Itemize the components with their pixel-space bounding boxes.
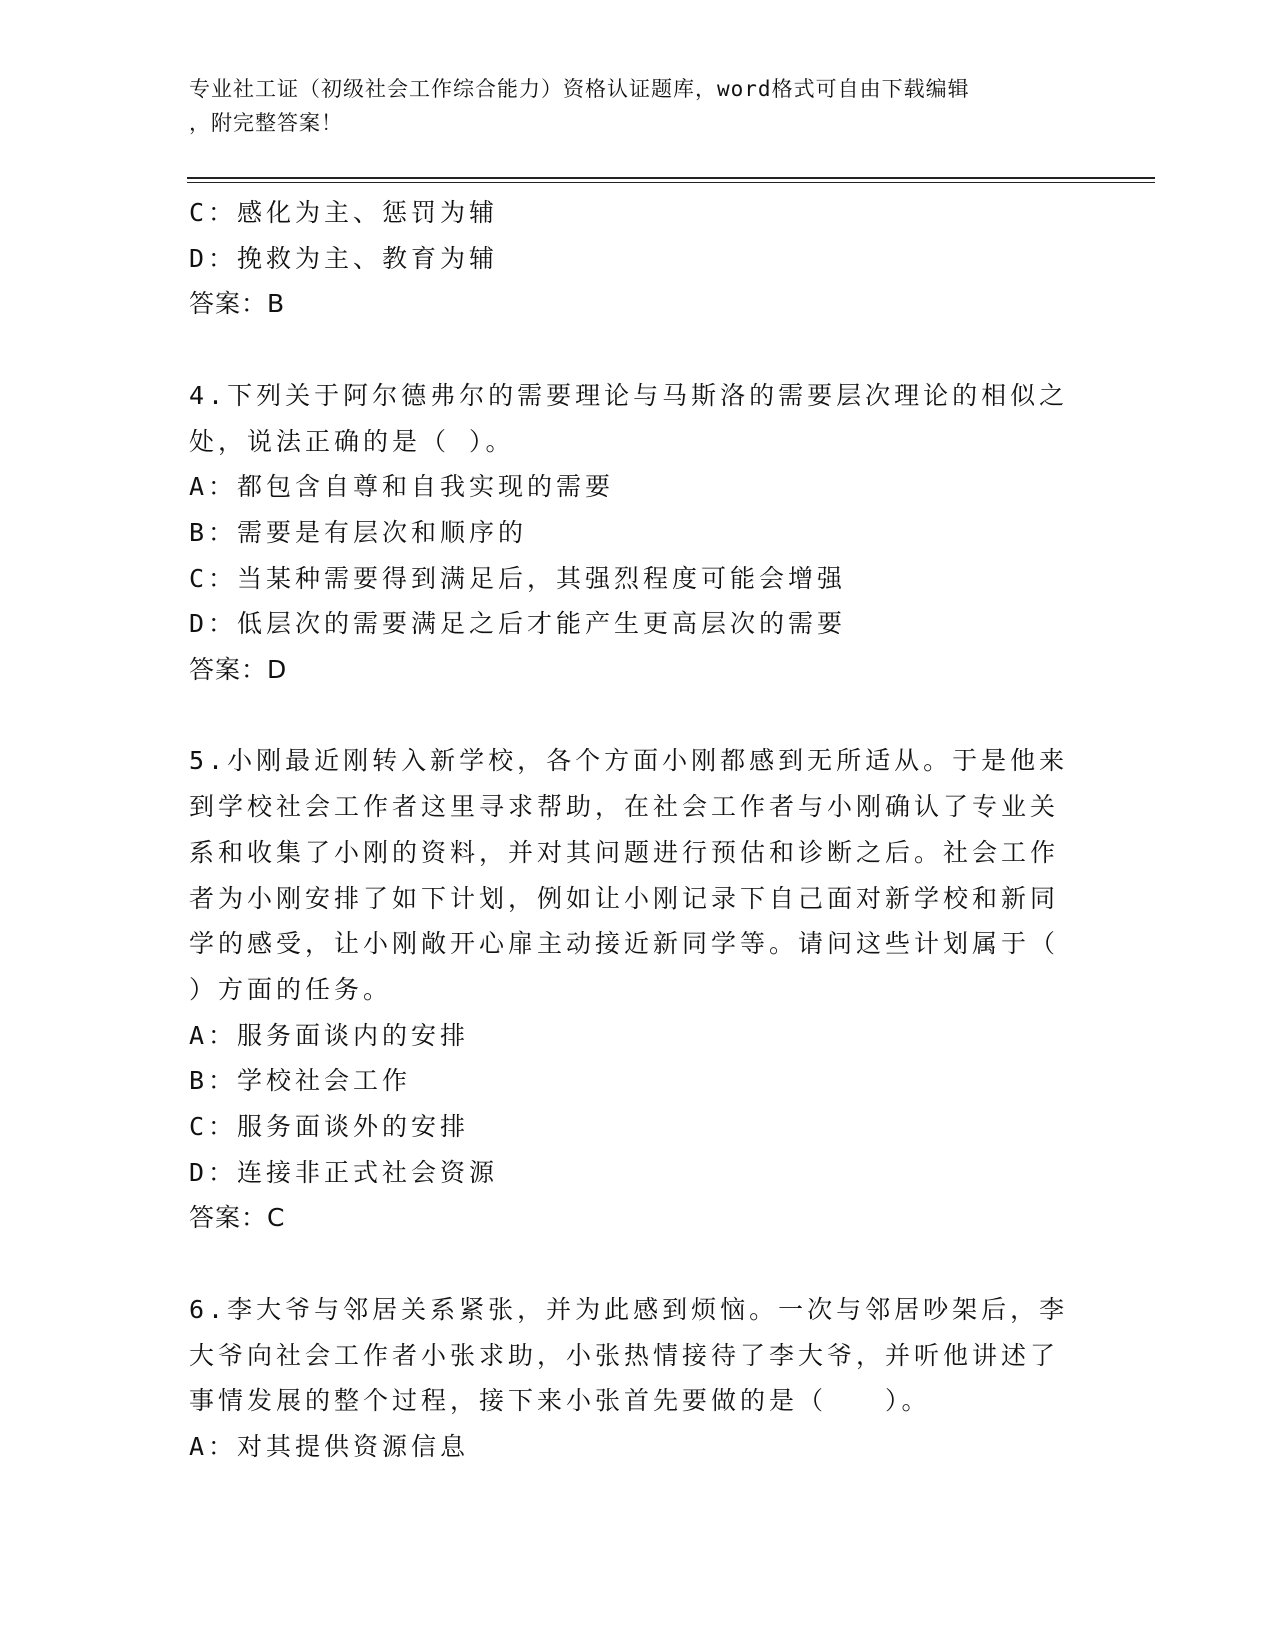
answer: 答案：B bbox=[189, 289, 286, 319]
question-stem-line: 大爷向社会工作者小张求助，小张热情接待了李大爷，并听他讲述了 bbox=[189, 1340, 1060, 1370]
spacer bbox=[189, 693, 1069, 739]
question-stem-line: 者为小刚安排了如下计划，例如让小刚记录下自己面对新学校和新同 bbox=[189, 883, 1060, 913]
spacer bbox=[189, 327, 1069, 373]
option-c: C：感化为主、惩罚为辅 bbox=[189, 198, 499, 227]
option-d: D：连接非正式社会资源 bbox=[189, 1157, 499, 1187]
question-5 bbox=[189, 738, 1069, 1241]
document-body bbox=[189, 190, 1069, 1470]
option-b: B：学校社会工作 bbox=[189, 1066, 412, 1096]
header-line-2: ，附完整答案！ bbox=[189, 111, 343, 135]
spacer bbox=[189, 1241, 1069, 1287]
option-c: C：当某种需要得到满足后，其强烈程度可能会增强 bbox=[189, 563, 847, 593]
option-b: B：需要是有层次和顺序的 bbox=[189, 517, 528, 547]
question-4 bbox=[189, 373, 1069, 693]
option-a: A：都包含自尊和自我实现的需要 bbox=[189, 472, 615, 502]
question-stem-line: 处，说法正确的是（ ）。 bbox=[189, 426, 515, 456]
question-stem-line: 5.小刚最近刚转入新学校，各个方面小刚都感到无所适从。于是他来 bbox=[189, 746, 1069, 776]
option-c: C：服务面谈外的安排 bbox=[189, 1112, 470, 1142]
answer: 答案：D bbox=[189, 655, 288, 685]
answer: 答案：C bbox=[189, 1203, 286, 1233]
question-stem-line: 系和收集了小刚的资料，并对其问题进行预估和诊断之后。社会工作 bbox=[189, 837, 1060, 867]
option-d: D：低层次的需要满足之后才能产生更高层次的需要 bbox=[189, 609, 847, 639]
question-stem-line: 到学校社会工作者这里寻求帮助，在社会工作者与小刚确认了专业关 bbox=[189, 792, 1060, 822]
option-a: A：对其提供资源信息 bbox=[189, 1431, 470, 1461]
option-a: A：服务面谈内的安排 bbox=[189, 1020, 470, 1050]
document-header bbox=[189, 72, 1089, 140]
question-stem-line: 学的感受，让小刚敞开心扉主动接近新同学等。请问这些计划属于（ bbox=[189, 929, 1060, 959]
header-rule-thick bbox=[187, 177, 1155, 179]
question-stem-line: ）方面的任务。 bbox=[189, 974, 393, 1004]
question-6 bbox=[189, 1287, 1069, 1470]
header-line-1: 专业社工证（初级社会工作综合能力）资格认证题库，word格式可自由下载编辑 bbox=[189, 77, 970, 101]
question-stem-line: 6.李大爷与邻居关系紧张，并为此感到烦恼。一次与邻居吵架后，李 bbox=[189, 1294, 1069, 1324]
question-3 bbox=[189, 190, 1069, 327]
option-d: D：挽救为主、教育为辅 bbox=[189, 243, 499, 273]
question-stem-line: 4.下列关于阿尔德弗尔的需要理论与马斯洛的需要层次理论的相似之 bbox=[189, 380, 1069, 410]
question-stem-line: 事情发展的整个过程，接下来小张首先要做的是（ ）。 bbox=[189, 1386, 931, 1416]
header-rule-thin bbox=[187, 182, 1155, 183]
